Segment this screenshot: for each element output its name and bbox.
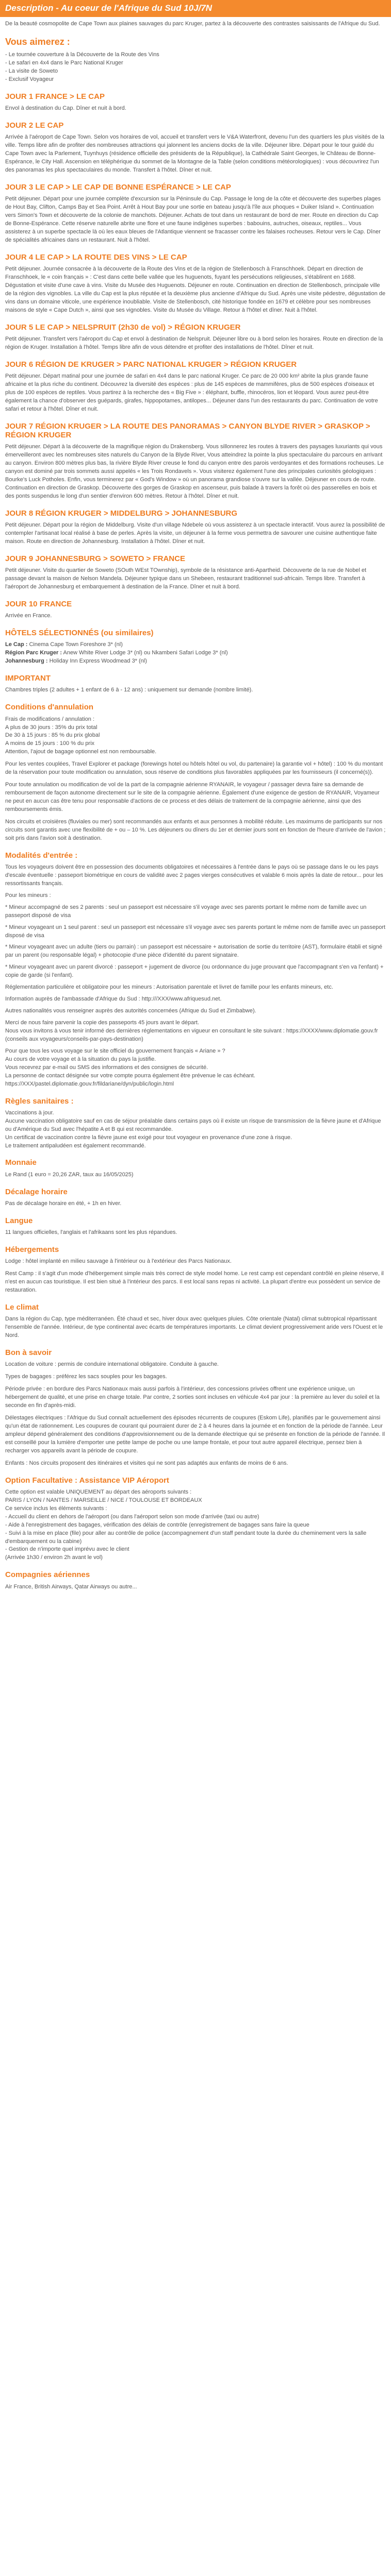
modalites-text: Tous les voyageurs doivent être en possession des documents obligatoires et nécessaires à l'entrée dans le pays où se passage dans le ou les pays d'escale éventuelle : passeport biométrique en cours de validité avec 2 pages vierges consécutives et valable 6 mois après la date de retour... pour les ressortissants français. (5, 863, 383, 887)
fee-line: Frais de modifications / annulation : (5, 716, 95, 722)
day-5-text: Petit déjeuner. Transfert vers l'aéroport du Cap et envol à destination de Nelspruit. Déjeuner libre ou à bord selon les horaires. Route en direction de la région de Kruger. Installation à l'hôtel. Temps libre afin de vous détendre et profiter des installations de l'hôtel. Dîner et nuit. (5, 335, 383, 350)
important-heading: IMPORTANT (5, 674, 51, 683)
bon-savoir-text: Location de voiture : permis de conduire international obligatoire. Conduite à gauche. (5, 1361, 219, 1368)
vip-line: - Gestion de n'importe quel imprévu avec le client (5, 1546, 129, 1553)
modalites-ariane (5, 1047, 386, 1089)
bon-savoir-heading: Bon à savoir (5, 1348, 52, 1358)
day-3-heading: JOUR 3 LE CAP > LE CAP DE BONNE ESPÉRANCE > LE CAP (5, 182, 231, 192)
decalage-text: Pas de décalage horaire en été, + 1h en hiver. (5, 1200, 122, 1207)
modalites-text: Autres nationalités vous renseigner auprès des autorités concernées (Afrique du Sud et Zimbabwe). (5, 1008, 256, 1014)
day-8-heading: JOUR 8 RÉGION KRUGER > MIDDELBURG > JOHANNESBURG (5, 509, 238, 518)
vip-line: - Aide à l'enregistrement des bagages, vérification des délais de contrôle (enregistrement de bagages sans faire la queue (5, 1521, 309, 1528)
intro-text: De la beauté cosmopolite de Cape Town aux plaines sauvages du parc Kruger, partez à la découverte des contrastes saisissants de l'Afrique du Sud. (5, 21, 380, 27)
hotels-list (5, 641, 386, 666)
modalites-text: * Mineur accompagné de ses 2 parents : seul un passeport est nécessaire s'il voyage avec ses parents portant le même nom de famille avec un passeport disposé de visa (5, 904, 367, 919)
hotels-heading: HÔTELS SÉLECTIONNÉS (ou similaires) (5, 629, 154, 638)
day-6-text: Petit déjeuner. Départ matinal pour une journée de safari en 4x4 dans le parc national Kruger. Ce parc de 20 000 km² abrite la plus grande faune africaine et la plus riche du continent. Découvrez la diversité des espèces : plus de 145 espèces de mammifères, plus de 500 espèces d'oiseaux et plus de 100 espèces de reptiles. Vous partirez à la recherche des « Big Five » : éléphant, buffle, rhinocéros, lion et léopard. Vous aurez peut-être également la chance d'observer des guépards, girafes, hippopotames, antilopes... Déjeuner dans l'un des restaurants du parc. Continuation de votre safari et retour à l'hôtel. Dîner et nuit. (5, 373, 378, 412)
day-7-heading: JOUR 7 RÉGION KRUGER > LA ROUTE DES PANORAMAS > CANYON BLYDE RIVER > GRASKOP > RÉGION KRUGER (5, 421, 370, 439)
sanitaires-line: Vaccinations à jour. (5, 1109, 54, 1116)
vous-aimerez-heading: Vous aimerez : (5, 37, 70, 47)
hebergements-text: Rest Camp : il s'agit d'un mode d'hébergement simple mais très correct de style model home. Le rest camp est cependant contrôlé en pleine réserve, il n'est en aucun cas touristique. Il est bien situé à l'intérieur des parcs. Il est local sans repas ni activité. La plupart d'entre eux possèdent un service de restauration. (5, 1270, 384, 1294)
list-item: - Le safari en 4x4 dans le Parc National Kruger (5, 59, 123, 66)
modalites-text: Pour les mineurs : (5, 892, 51, 899)
compagnies-text: Air France, British Airways, Qatar Airways ou autre... (5, 1583, 137, 1590)
note-line: Vous recevrez par e-mail ou SMS des informations et des consignes de sécurité. (5, 1064, 208, 1071)
day-9-text: Petit déjeuner. Visite du quartier de Soweto (SOuth WEst TOwnship), symbole de la résistance anti-Apartheid. Découverte de la rue de Nobel et passage devant la maison de Nelson Mandela. Déjeuner typique dans un Shebeen, restaurant traditionnel sud-africain. Temps libre. Transfert à l'aéroport de Johannesburg et embarquement à destination de la France. Dîner et nuit à bord. (5, 567, 367, 590)
hotel-name: Anew White River Lodge 3* (nl) ou Nkambeni Safari Lodge 3* (nl) (63, 650, 228, 656)
note-line: Nous vous invitons à vous tenir informé des dernières réglementations en vigueur en consultant le site suivant : https://XXXX/www.diplomatie.gouv.fr (conseils aux voyageurs/conseils-par-pays-destination) (5, 1027, 378, 1042)
vip-heading: Option Facultative : Assistance VIP Aéroport (5, 1476, 169, 1485)
hotel-city: Johannesburg : (5, 658, 48, 665)
modalites-text: Réglementation particulière et obligatoire pour les mineurs : Autorisation parentale et livret de famille pour les enfants mineurs, etc. (5, 984, 333, 991)
modalites-heading: Modalités d'entrée : (5, 851, 78, 860)
vip-line: Cette option est valable UNIQUEMENT au départ des aéroports suivants : (5, 1488, 192, 1495)
list-item: - Le tournée couverture à la Découverte de la Route des Vins (5, 52, 159, 58)
conditions-text: Pour toute annulation ou modification de vol de la part de la compagnie aérienne RYANAIR, le voyageur / passager devra faire sa demande de remboursement de façon autonome directement sur le site de la compagnie aérienne. Également d'une exigence de gestion de RYANAIR, Voyameur ne peut en aucun cas être tenu pour responsable d'actions de ce process et des délais de traitement de la compagnie aérienne, ainsi que des remboursements émis. (5, 782, 380, 812)
conditions-heading: Conditions d'annulation (5, 703, 94, 712)
compagnies-heading: Compagnies aériennes (5, 1570, 90, 1580)
note-line: Au cours de votre voyage et à la situation du pays la justifie. (5, 1056, 156, 1062)
note-line: La personne de contact désignée sur votre compte pourra également être prévenue le cas échéant. (5, 1072, 255, 1079)
modalites-text: * Mineur voyageant avec un parent divorcé : passeport + jugement de divorce (ou ordonnance du juge prouvant que l'accompagnant s'en va l'enfant) + copie de garde (si l'enfant). (5, 964, 384, 979)
vip-line: - Accueil du client en dehors de l'aéroport (ou dans l'aéroport selon son mode d'arrivée (taxi ou autre) (5, 1513, 259, 1520)
content (0, 17, 391, 1591)
day-6-heading: JOUR 6 RÉGION DE KRUGER > PARC NATIONAL KRUGER > RÉGION KRUGER (5, 360, 297, 369)
vip-body (5, 1488, 386, 1562)
hotel-name: Holiday Inn Express Woodmead 3* (nl) (49, 658, 147, 665)
vip-line: Ce service inclus les éléments suivants : (5, 1505, 107, 1512)
hotel-row (5, 641, 386, 649)
list-item: - La visite de Soweto (5, 67, 58, 74)
climat-heading: Le climat (5, 1303, 39, 1312)
day-2-text: Arrivée à l'aéroport de Cape Town. Selon vos horaires de vol, accueil et transfert vers le V&A Waterfront, devenu l'un des quartiers les plus visités de la ville. Temps libre afin de profiter des nombreuses attractions qui jalonnent les anciens docks de la ville. Déjeuner libre. Départ pour le tour guidé du Cape Town avec la Parlement, Tuynhuys (résidence officielle des présidents de la République), la Cathédrale Saint Georges, le Château de Bonne-Espérance, le City Hall. Ascension en téléphérique du sommet de la Montagne de la Table (selon conditions météorologiques) : vous découvrirez l'un des panoramas les plus spectaculaires du monde. Transfert à l'hôtel. Dîner et nuit. (5, 134, 384, 173)
monnaie-heading: Monnaie (5, 1158, 37, 1167)
climat-text: Dans la région du Cap, type méditerranéen. Été chaud et sec, hiver doux avec quelques pluies. Côte orientale (Natal) climat subtropical répartissant l'ensemble de l'année. Intérieur, de type continental avec écarts de températures importants. Le climat devient progressivement aride vers l'Ouest et le Nord. (5, 1316, 383, 1339)
decalage-heading: Décalage horaire (5, 1187, 68, 1196)
day-4-text: Petit déjeuner. Journée consacrée à la découverte de la Route des Vins et de la région de Stellenbosch à Franschhoek. Départ en direction de Franschhoek, le « coin français » : C'est dans cette belle vallée que les huguenots, fuyant les persécutions religieuses, s'établirent en 1688. Dégustation et visite d'une cave à vins. Visite du Musée des Huguenots. Déjeuner en route. Continuation en direction de Stellenbosch, principale ville de la région des vignobles. La ville du Cap est la plus réputée et la deuxième plus ancienne d'Afrique du Sud. Après une visite pédestre, dégustation de vins dans un domaine viticole, une expérience inoubliable. Visite de Stellenbosch, cité historique fondée en 1679 et célèbre pour ses nombreuses maisons de style « Cape Dutch », ainsi que ses vignobles. Visite du Musée du Village. Retour à l'hôtel et dîner. Nuit à l'hôtel. (5, 266, 386, 313)
hebergements-text: Lodge : hôtel implanté en milieu sauvage à l'intérieur ou à l'extérieur des Parcs Nationaux. (5, 1258, 232, 1265)
note-line: Pour que tous les vous voyage sur le site officiel du gouvernement français « Ariane » ? (5, 1047, 225, 1054)
sanitaires-line: Le traitement antipaludéen est également recommandé. (5, 1142, 146, 1149)
hotel-city: Le Cap : (5, 641, 28, 648)
fee-line: Attention, l'ajout de bagage optionnel est non remboursable. (5, 749, 157, 755)
hebergements-heading: Hébergements (5, 1245, 59, 1255)
modalites-passport-note (5, 1019, 386, 1044)
day-3-text: Petit déjeuner. Départ pour une journée complète d'excursion sur la Péninsule du Cap. Passage le long de la côte et découverte des superbes plages de Hout Bay, Clifton, Camps Bay et Sea Point. Arrêt à Hout Bay pour une sortie en bateau jusqu'à l'île aux phoques « Duiker Island ». Continuation vers Simon's Town et découverte de la colonie de manchots. Déjeuner. Achats de tout dans un restaurant de bord de mer. Route en direction du Cap de Bonne-Espérance. Cette réserve naturelle abrite une flore et une faune indigènes superbes : babouins, autruches, oiseaux, reptiles... Vous assisterez à un superbe spectacle là où les eaux bleues de l'Atlantique viennent se fracasser contre les falaises rocheuses. Retour vers le Cap. Dîner de spécialités africaines dans un restaurant. Nuit à l'hôtel. (5, 196, 381, 243)
list-item: - Exclusif Voyageur (5, 76, 54, 82)
bon-savoir-text: Délestages électriques : l'Afrique du Sud connaît actuellement des épisodes récurrents de coupures (Eskom Life), planifiés par le gouvernement ainsi qu'un état de rationnement. Les coupures de courant qui pourraient durer de 2 à 4 heures dans la journée et en fonction de la période de l'année. Leur ampleur dépend généralement des conditions d'approvisionnement ou de la demande électrique qui se présente en fonction de la période de l'année. Il est conseillé pour la lumière d'emporter une petite lampe de poche ou une lampe frontale, et pour tout autre appareil électrique, pensez bien à recharger vos appareils avant la période de coupure. (5, 1415, 385, 1454)
fee-line: De 30 à 15 jours : 85 % du prix global (5, 732, 100, 739)
vip-line: - Suivi à la mise en place (file) pour aller au contrôle de police (accompagnement d'un staff pendant toute la durée du cheminement vers la salle d'embarquement ou la cabine) (5, 1530, 367, 1545)
conditions-text: Nos circuits et croisières (fluviales ou mer) sont recommandés aux enfants et aux personnes à mobilité réduite. Les maximums de participants sur nos circuits sont garantis avec une flexibilité de + ou – 10 %. Les déjeuners ou dîners du 1er et dernier jours sont en fonction de l'heure d'arrivée de l'avion ; soit pris dans l'avion soit à destination. (5, 818, 386, 841)
bon-savoir-text: Enfants : Nos circuits proposent des itinéraires et visites qui ne sont pas adaptés aux enfants de moins de 6 ans. (5, 1460, 288, 1466)
fee-line: A plus de 30 jours : 35% du prix total (5, 724, 97, 731)
sanitaires-line: Un certificat de vaccination contre la fièvre jaune est exigé pour tout voyageur en provenance d'une zone à risque. (5, 1134, 292, 1141)
monnaie-text: Le Rand (1 euro = 20,26 ZAR, taux au 16/05/2025) (5, 1171, 134, 1178)
conditions-text: Pour les ventes couplées, Travel Explorer et package (forewings hotel ou hôtels hôtel ou vol, du partenaire) la garantie vol + hôtel) : 100 % du montant de la réservation pour toute modification ou annulation, sous réserve de conditions plus favorables appliquées par les fournisseurs (il concerné(s)). (5, 761, 383, 776)
bon-savoir-text: Types de bagages : préférez les sacs souples pour les bagages. (5, 1374, 167, 1380)
vous-aimerez-list (5, 51, 386, 84)
important-text: Chambres triples (2 adultes + 1 enfant de 6 à - 12 ans) : uniquement sur demande (nombre limité). (5, 687, 253, 693)
sanitaires-body (5, 1109, 386, 1150)
vip-line: (Arrivée 1h30 / environ 2h avant le vol) (5, 1554, 103, 1561)
day-1-text: Envol à destination du Cap. Dîner et nuit à bord. (5, 105, 126, 112)
modalites-body (5, 863, 386, 1089)
vip-line: PARIS / LYON / NANTES / MARSEILLE / NICE / TOULOUSE ET BORDEAUX (5, 1497, 202, 1503)
day-8-text: Petit déjeuner. Départ pour la région de Middelburg. Visite d'un village Ndebele où vous assisterez à un spectacle interactif. Vous aurez la possibilité de contempler l'artisanat local réalisé à base de perles. Après la visite, un déjeuner à la ferme vous permettra de savourer une cuisine authentique faite maison. Route en direction de Johannesburg. Installation à l'hôtel. Dîner et nuit. (5, 522, 385, 545)
day-10-text: Arrivée en France. (5, 613, 52, 619)
day-2-heading: JOUR 2 LE CAP (5, 121, 64, 130)
day-9-heading: JOUR 9 JOHANNESBURG > SOWETO > FRANCE (5, 554, 185, 563)
fee-line: A moins de 15 jours : 100 % du prix (5, 740, 95, 747)
bon-savoir-text: Période privée : en bordure des Parcs Nationaux mais aussi parfois à l'intérieur, des concessions privées offrent une expérience unique, un hébergement de qualité, et une prise en charge totale. Par contre, 2 sorties sont incluses en véhicule 4x4 par jour : la première au lever du soleil et la seconde en fin d'après-midi. (5, 1386, 380, 1409)
modalites-text: Information auprès de l'ambassade d'Afrique du Sud : http:///XXX/www.afriquesud.net. (5, 996, 222, 1003)
conditions-fees (5, 716, 386, 757)
day-7-text: Petit déjeuner. Départ à la découverte de la magnifique région du Drakensberg. Vous sillonnerez les routes à travers des paysages luxuriants qui vous émerveilleront avec les nombreuses sites naturels du Canyon de la Blyde River, Vous atteindrez la pointe la plus spectaculaire du parcours en arrivant au canyon. Environ 800 mètres plus bas, la rivière Blyde River creuse le fond du canyon entre des parois verdoyantes et des formations rocheuses. Le canyon est dominé par trois sommets aussi appelés « les Trois Rondavels ». Vous visiterez également l'une des principales curiosités géologiques : Bourke's Luck Potholes. Enfin, vous terminerez par « God's Window » où un panorama grandiose s'ouvre sur la vallée. Déjeuner en cours de route. Continuation en direction de Graskop. Découverte des gorges de Graskop en ascenseur, puis balade à travers la forêt où des passerelles en bois et des ponts suspendus le long d'un sentier d'environ 600 mètres. Retour à l'hôtel. Dîner et nuit. (5, 444, 384, 499)
sanitaires-heading: Règles sanitaires : (5, 1096, 74, 1106)
hotel-city: Région Parc Kruger : (5, 650, 62, 656)
day-1-heading: JOUR 1 FRANCE > LE CAP (5, 92, 105, 101)
sanitaires-line: Aucune vaccination obligatoire sauf en cas de séjour préalable dans certains pays où il existe un risque de transmission de la fièvre jaune et d'Afrique ou d'Amérique du Sud avec l'hépatite A et B qui est recommandée. (5, 1117, 381, 1132)
langue-heading: Langue (5, 1216, 33, 1225)
modalites-text: * Mineur voyageant avec un adulte (tiers ou parrain) : un passeport est nécessaire + autorisation de sortie du territoire (AST), formulaire établi et signé par un parent (ou responsable légal) + photocopie d'une pièce d'identité du parent signataire. (5, 944, 382, 959)
ariane-link[interactable]: https://XXX/pastel.diplomatie.gouv.fr/fildariane/dyn/public/login.html (5, 1080, 174, 1087)
day-10-heading: JOUR 10 FRANCE (5, 599, 72, 608)
note-line: Merci de nous faire parvenir la copie des passeports 45 jours avant le départ. (5, 1020, 200, 1026)
day-4-heading: JOUR 4 LE CAP > LA ROUTE DES VINS > LE CAP (5, 252, 187, 262)
langue-text: 11 langues officielles, l'anglais et l'afrikaans sont les plus répandues. (5, 1229, 177, 1236)
modalites-text: * Mineur voyageant un 1 seul parent : seul un passeport est nécessaire s'il voyage avec ses parents portant le même nom de famille avec un passeport disposé de visa (5, 924, 386, 939)
hotel-name: Cinema Cape Town Foreshore 3* (nl) (29, 641, 123, 648)
day-5-heading: JOUR 5 LE CAP > NELSPRUIT (2h30 de vol) > RÉGION KRUGER (5, 323, 241, 332)
hotel-row (5, 649, 386, 657)
hotel-row (5, 657, 386, 666)
page-title-banner: Description - Au coeur de l'Afrique du Sud 10J/7N (0, 0, 391, 17)
